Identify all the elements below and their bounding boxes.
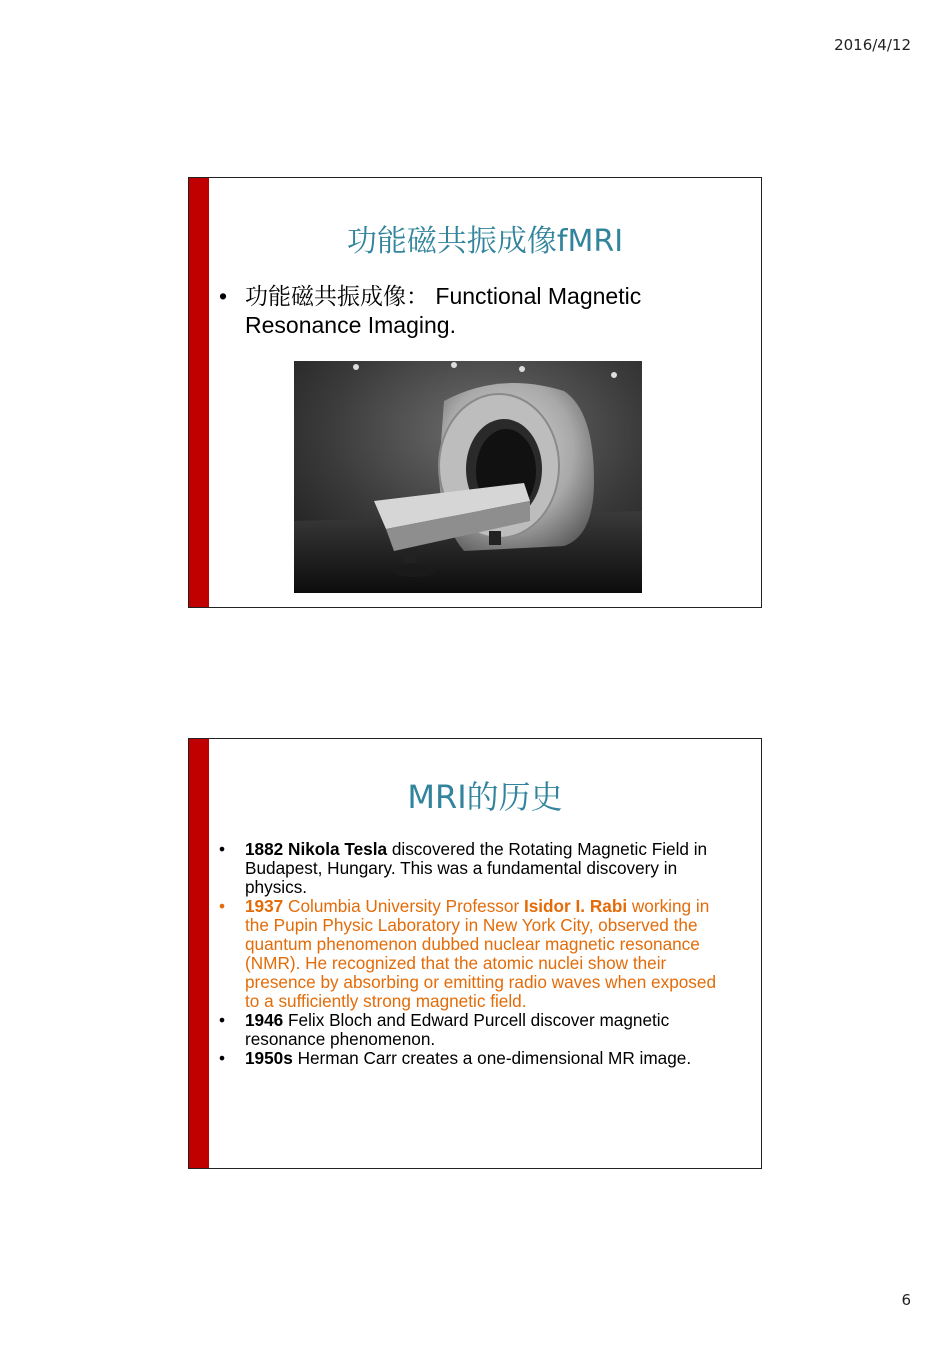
item-year: 1950s [245, 1048, 293, 1068]
bullet-dot: • [219, 283, 228, 309]
item-text: Felix Bloch and Edward Purcell discover magnetic resonance phenomenon. [245, 1010, 670, 1049]
bullet-dot: • [219, 1010, 226, 1030]
item-text: discovered the Rotating Magnetic Field in Budapest, Hungary. This was a fundamental discovery in physics. [245, 839, 708, 897]
list-item [219, 282, 731, 340]
slide-title: MRI的历史 [407, 778, 563, 816]
slide-mri-history [188, 738, 762, 1169]
slide-title: 功能磁共振成像fMRI [346, 224, 624, 259]
bullet-dot: • [219, 1048, 226, 1068]
mri-scanner-photo [294, 361, 642, 593]
item-year: 1882 [245, 839, 284, 859]
item-text-a: Columbia University Professor [283, 896, 524, 916]
item-name: Isidor I. Rabi [523, 896, 628, 916]
list-item [219, 1011, 721, 1049]
item-text-b: working in the Pupin Physic Laboratory in New York City, observed the quantum phenomenon dubbed nuclear magnetic resonance (NMR). He recognized that the atomic nuclei show their presence by absorbing or emitting radio waves when exposed to a sufficiently strong magnetic field. [245, 896, 717, 1011]
accent-bar [189, 178, 209, 607]
bullet-text-line2: Resonance Imaging. [245, 312, 456, 338]
page-date: 2016/4/12 [834, 36, 911, 54]
list-item [219, 840, 721, 897]
item-name: Nikola Tesla [288, 839, 388, 859]
bullet-text-line1: 功能磁共振成像： Functional Magnetic [245, 283, 642, 309]
list-item [219, 897, 721, 1011]
mri-scanner-image [294, 361, 642, 593]
bullet-dot: • [219, 839, 226, 859]
slide-fmri [188, 177, 762, 608]
item-year: 1937 [245, 896, 284, 916]
bullet-dot: • [219, 896, 226, 916]
page-number: 6 [901, 1291, 911, 1309]
list-item [219, 1049, 721, 1068]
item-year: 1946 [245, 1010, 284, 1030]
item-text: Herman Carr creates a one-dimensional MR image. [292, 1048, 692, 1068]
history-list [219, 840, 721, 1068]
bullet-block [219, 282, 731, 340]
accent-bar [189, 739, 209, 1168]
